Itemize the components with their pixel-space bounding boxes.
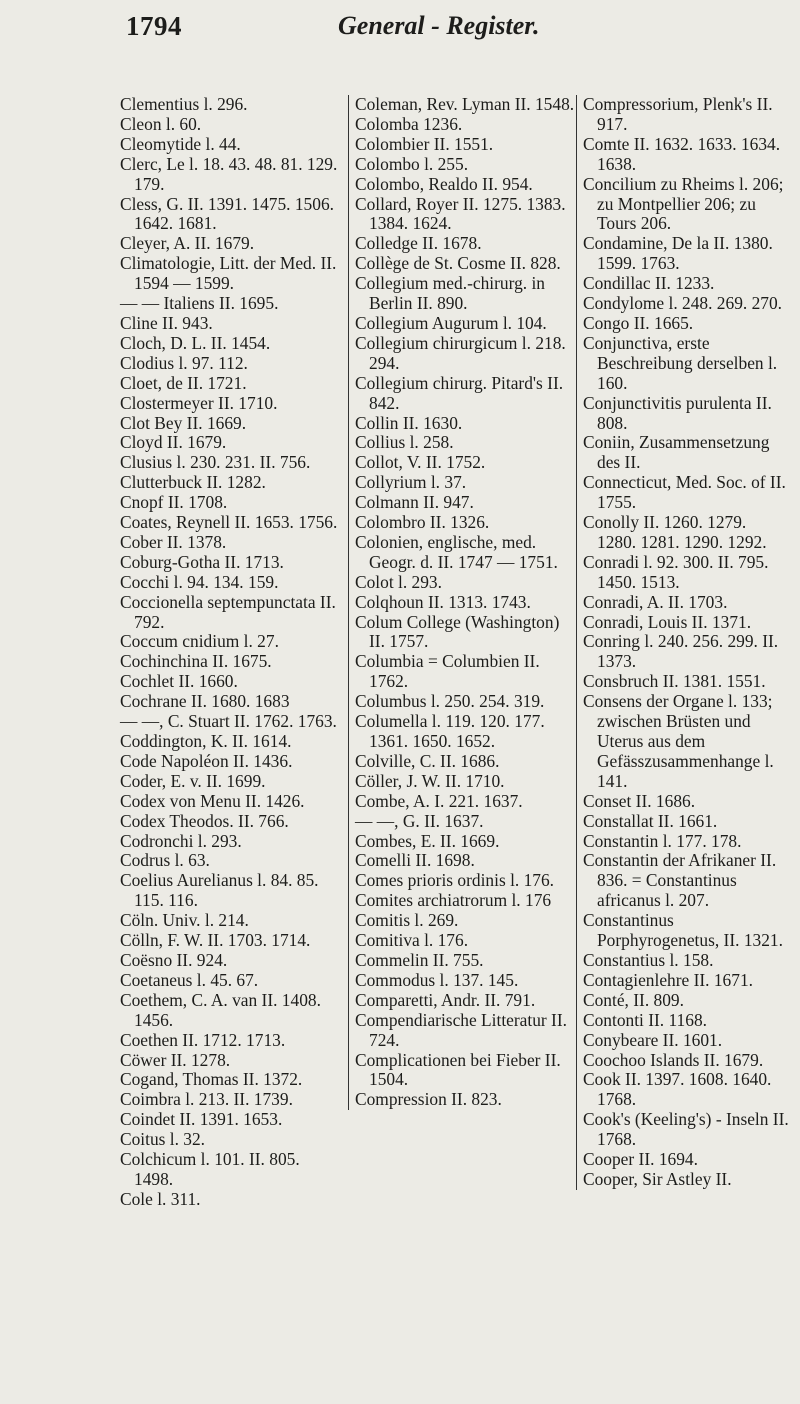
index-entry: Codronchi l. 293. [120, 830, 242, 851]
index-entry: Collegium med.-chirurg. in Berlin II. 890. [355, 273, 545, 314]
index-entry: Clusius l. 230. 231. II. 756. [120, 452, 311, 473]
index-column-3 [576, 95, 789, 1190]
index-entry: Cocchi l. 94. 134. 159. [120, 571, 279, 592]
index-entry: Clerc, Le l. 18. 43. 48. 81. 129. 179. [120, 153, 338, 194]
index-entry: Cölln, F. W. II. 1703. 1714. [120, 930, 311, 951]
index-entry: Codex von Menu II. 1426. [120, 790, 305, 811]
index-entry: Cogand, Thomas II. 1372. [120, 1069, 303, 1090]
index-entry: Clementius l. 296. [120, 94, 248, 114]
index-entry: Commelin II. 755. [355, 949, 484, 970]
index-entry: Colot l. 293. [355, 571, 442, 592]
index-entry: Coimbra l. 213. II. 1739. [120, 1089, 293, 1110]
index-entry: Cline II. 943. [120, 312, 213, 333]
index-entry: Coniin, Zusammensetzung des II. [583, 432, 770, 473]
index-entry: Cleomytide l. 44. [120, 133, 241, 154]
index-entry: Connecticut, Med. Soc. of II. 1755. [583, 472, 786, 513]
index-entry: Condylome l. 248. 269. 270. [583, 293, 783, 314]
index-entry: Cloet, de II. 1721. [120, 372, 247, 393]
index-entry: Clostermeyer II. 1710. [120, 392, 278, 413]
index-entry: Complicationen bei Fieber II. 1504. [355, 1049, 561, 1090]
index-entry: Cöln. Univ. l. 214. [120, 910, 249, 931]
index-entry: — —, G. II. 1637. [355, 810, 484, 831]
index-entry: Cochrane II. 1680. 1683 [120, 691, 290, 712]
index-entry: Conjunctiva, erste Beschreibung derselben l. 160. [583, 332, 778, 393]
index-entry: Cleyer, A. II. 1679. [120, 233, 255, 254]
index-entry: Colledge II. 1678. [355, 233, 482, 254]
index-entry: Combe, A. I. 221. 1637. [355, 790, 523, 811]
index-entry: Cleon l. 60. [120, 113, 202, 134]
index-entry: Colomba 1236. [355, 113, 463, 134]
index-entry: Compression II. 823. [355, 1089, 502, 1110]
index-entry: Comelli II. 1698. [355, 850, 475, 871]
index-entry: Conset II. 1686. [583, 790, 696, 811]
index-entry: Cole l. 311. [120, 1188, 201, 1209]
index-entry: Congo II. 1665. [583, 312, 694, 333]
index-entry: Cochlet II. 1660. [120, 671, 238, 692]
index-entry: Constantin der Afrikaner II. 836. = Constantinus africanus l. 207. [583, 850, 777, 911]
index-entry: Coelius Aurelianus l. 84. 85. 115. 116. [120, 870, 319, 911]
index-entry: Codrus l. 63. [120, 850, 210, 871]
index-entry: Coddington, K. II. 1614. [120, 731, 292, 751]
index-entry: Consbruch II. 1381. 1551. [583, 671, 766, 692]
index-entry: Contonti II. 1168. [583, 1009, 707, 1030]
index-entry: Colum College (Washington) II. 1757. [355, 611, 560, 652]
index-entry: Compressorium, Plenk's II. 917. [583, 94, 773, 134]
index-entry: Comites archiatrorum l. 176 [355, 890, 552, 911]
index-entry: Cober II. 1378. [120, 531, 227, 552]
index-entry: Columbus l. 250. 254. 319. [355, 691, 545, 712]
index-entry: Comitis l. 269. [355, 910, 459, 931]
index-entry: Conradi, A. II. 1703. [583, 591, 728, 612]
index-entry: Cless, G. II. 1391. 1475. 1506. 1642. 1681. [120, 193, 334, 234]
page-number: 1794 [126, 11, 182, 41]
index-entry: Columbia = Columbien II. 1762. [355, 651, 540, 692]
index-entry: Coates, Reynell II. 1653. 1756. [120, 512, 338, 533]
index-entry: Colonien, englische, med. Geogr. d. II. 1747 — 1751. [355, 531, 558, 572]
index-entry: Conradi l. 92. 300. II. 795. 1450. 1513. [583, 551, 769, 592]
index-entry: Columella l. 119. 120. 177. 1361. 1650. 1652. [355, 711, 545, 751]
index-entry: Constantinus Porphyrogenetus, II. 1321. [583, 910, 783, 951]
index-entry: Cochinchina II. 1675. [120, 651, 272, 672]
index-entry: Condillac II. 1233. [583, 273, 715, 294]
index-entry: Conté, II. 809. [583, 989, 684, 1010]
index-entry: Coccum cnidium l. 27. [120, 631, 279, 652]
index-entry: Colombo, Realdo II. 954. [355, 173, 533, 194]
index-entry: Coochoo Islands II. 1679. [583, 1049, 764, 1070]
index-entry: Climatologie, Litt. der Med. II. 1594 — 1599. [120, 253, 337, 294]
index-entry: Cöwer II. 1278. [120, 1049, 231, 1070]
index-entry: Consens der Organe l. 133; zwischen Brüsten und Uterus aus dem Gefässzusammenhange l. 141. [583, 691, 774, 791]
index-entry: Collyrium l. 37. [355, 472, 467, 493]
index-entry: Collot, V. II. 1752. [355, 452, 486, 473]
index-entry: Cloch, D. L. II. 1454. [120, 332, 271, 353]
index-entry: Cooper II. 1694. [583, 1149, 698, 1170]
index-entry: Constantius l. 158. [583, 949, 714, 970]
index-entry: Collegium chirurg. Pitard's II. 842. [355, 372, 564, 413]
index-entry: Conybeare II. 1601. [583, 1029, 723, 1050]
index-entry: Cook's (Keeling's) - Inseln II. 1768. [583, 1109, 789, 1150]
index-entry: Compendiarische Litteratur II. 724. [355, 1009, 567, 1050]
index-entry: Conradi, Louis II. 1371. [583, 611, 752, 632]
index-entry: Colmann II. 947. [355, 492, 474, 513]
index-entry: Concilium zu Rheims l. 206; zu Montpellier 206; zu Tours 206. [583, 173, 784, 234]
index-entry: Combes, E. II. 1669. [355, 830, 500, 851]
index-entry: Cook II. 1397. 1608. 1640. 1768. [583, 1069, 772, 1110]
index-entry: Contagienlehre II. 1671. [583, 969, 753, 990]
index-entry: Colombro II. 1326. [355, 512, 490, 533]
index-entry: Cöller, J. W. II. 1710. [355, 770, 505, 791]
index-entry: Coetaneus l. 45. 67. [120, 969, 259, 990]
index-entry: Collius l. 258. [355, 432, 454, 453]
index-entry: Clot Bey II. 1669. [120, 412, 247, 433]
index-entry: — — Italiens II. 1695. [120, 293, 279, 314]
index-entry: Coethen II. 1712. 1713. [120, 1029, 286, 1050]
index-entry: Cnopf II. 1708. [120, 492, 228, 513]
index-entry: Collège de St. Cosme II. 828. [355, 253, 561, 274]
index-entry: Coethem, C. A. van II. 1408. 1456. [120, 989, 321, 1030]
index-entry: Coësno II. 924. [120, 949, 228, 970]
index-entry: Cooper, Sir Astley II. [583, 1168, 732, 1189]
index-entry: Comitiva l. 176. [355, 930, 469, 951]
index-entry: Condamine, De la II. 1380. 1599. 1763. [583, 233, 773, 274]
index-entry: Coindet II. 1391. 1653. [120, 1109, 283, 1130]
index-entry: Constantin l. 177. 178. [583, 830, 742, 851]
index-entry: Colombo l. 255. [355, 153, 469, 174]
running-title: General - Register. [338, 11, 540, 40]
index-column-1 [120, 95, 342, 1210]
index-entry: Coleman, Rev. Lyman II. 1548. [355, 94, 575, 114]
index-entry: Cloyd II. 1679. [120, 432, 227, 453]
index-entry: Comparetti, Andr. II. 791. [355, 989, 536, 1010]
page-header [0, 0, 800, 60]
index-entry: Clutterbuck II. 1282. [120, 472, 266, 493]
index-entry: Collard, Royer II. 1275. 1383. 1384. 1624. [355, 193, 566, 234]
index-entry: Conring l. 240. 256. 299. II. 1373. [583, 631, 779, 672]
index-entry: Conolly II. 1260. 1279. 1280. 1281. 1290. 1292. [583, 512, 767, 552]
index-entry: Collegium Augurum l. 104. [355, 312, 547, 333]
index-entry: Colqhoun II. 1313. 1743. [355, 591, 531, 612]
index-entry: Collin II. 1630. [355, 412, 463, 433]
index-entry: Clodius l. 97. 112. [120, 352, 248, 373]
index-entry: Colville, C. II. 1686. [355, 750, 500, 771]
index-entry: Coder, E. v. II. 1699. [120, 770, 266, 791]
index-entry: Colombier II. 1551. [355, 133, 494, 154]
index-entry: Code Napoléon II. 1436. [120, 750, 293, 771]
index-entry: Colchicum l. 101. II. 805. 1498. [120, 1149, 300, 1189]
index-entry: Comes prioris ordinis l. 176. [355, 870, 555, 891]
index-entry: Constallat II. 1661. [583, 810, 718, 831]
index-entry: Collegium chirurgicum l. 218. 294. [355, 332, 566, 373]
index-entry: Conjunctivitis purulenta II. 808. [583, 392, 772, 433]
index-entry: Coitus l. 32. [120, 1129, 206, 1150]
index-entry: Coburg-Gotha II. 1713. [120, 551, 284, 572]
index-entry: Commodus l. 137. 145. [355, 969, 519, 990]
index-entry: Codex Theodos. II. 766. [120, 810, 289, 831]
index-entry: Coccionella septempunctata II. 792. [120, 591, 336, 632]
index-entry: — —, C. Stuart II. 1762. 1763. [120, 711, 337, 732]
index-entry: Comte II. 1632. 1633. 1634. 1638. [583, 133, 781, 174]
index-column-2 [348, 95, 575, 1110]
